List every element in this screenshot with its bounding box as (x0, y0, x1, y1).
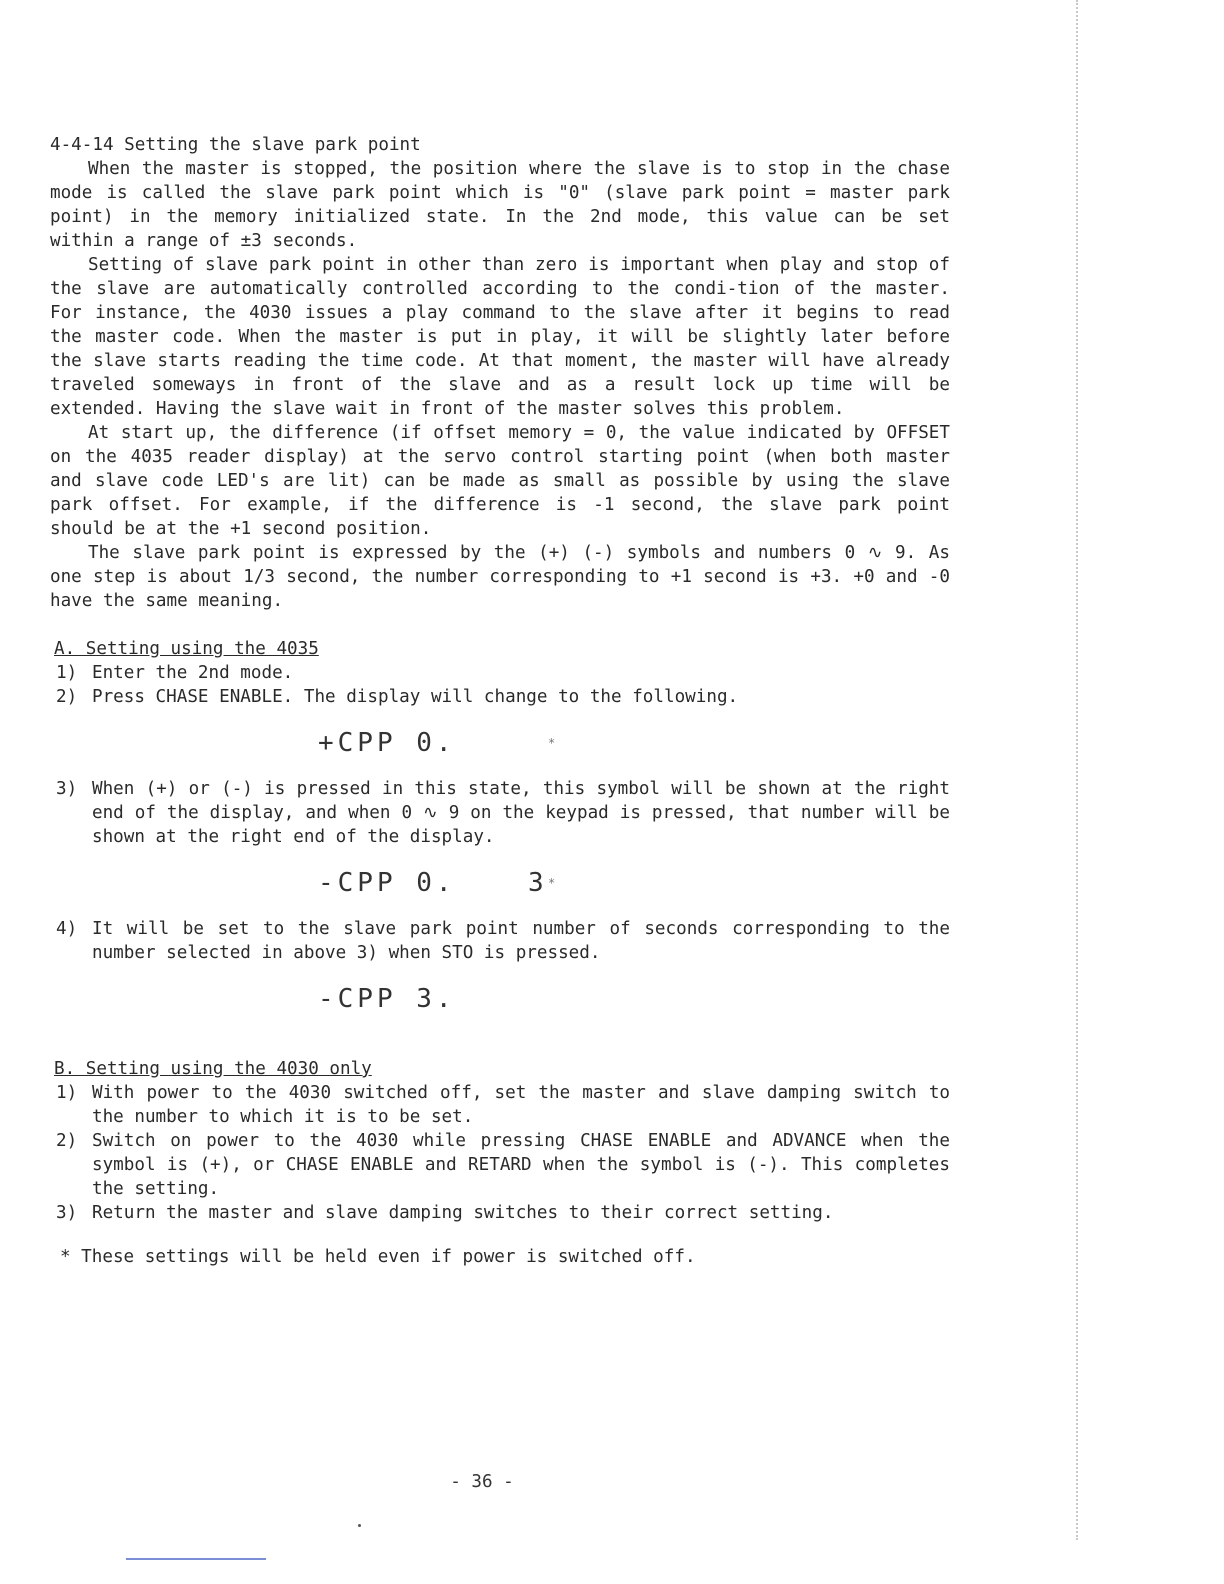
step-number: 2) (56, 1131, 78, 1151)
display-main-text: -CPP 3. (318, 984, 456, 1014)
document-page (50, 133, 950, 1269)
section-a-title: A. Setting using the 4035 (54, 639, 319, 659)
step-number: 1) (56, 1083, 78, 1103)
step-text: Switch on power to the 4030 while pressing CHASE ENABLE and ADVANCE when the symbol is (+), or CHASE ENABLE and RETARD when the symbol is (-). This completes the setting. (92, 1131, 950, 1199)
display-main-text: -CPP 0. (318, 868, 456, 898)
section-a-step-2 (50, 685, 950, 709)
page-edge-dots (1076, 0, 1078, 1540)
display-main-text: +CPP 0. (318, 728, 456, 758)
paragraph-2: Setting of slave park point in other than zero is important when play and stop of the slave are automatically controlled according to the condi-tion of the master. For instance, the 4030 issues a play command to the slave after it begins to read the master code. When the master is put in play, it will be slightly later before the slave starts reading the time code. At that moment, the master will have already traveled someways in front of the slave and as a result lock up time will be extended. Having the slave wait in front of the master solves this problem. (50, 255, 950, 419)
scan-speck (358, 1524, 361, 1527)
section-a-step-1 (50, 661, 950, 685)
paragraph-4: The slave park point is expressed by the (+) (-) symbols and numbers 0 ∿ 9. As one step is about 1/3 second, the number corresponding to +1 second is +3. +0 and -0 have the same meaning. (50, 543, 950, 611)
step-number: 2) (56, 687, 78, 707)
section-a-step-4 (50, 917, 950, 965)
step-text: With power to the 4030 switched off, set the master and slave damping switch to the number to which it is to be set. (92, 1083, 950, 1127)
paragraph-3: At start up, the difference (if offset memory = 0, the value indicated by OFFSET on the 4035 reader display) at the servo control starting point (when both master and slave code LED's are lit) can be made as small as possible by using the slave park offset. For example, if the difference is -1 second, the slave park point should be at the +1 second position. (50, 423, 950, 539)
section-b-step-1 (50, 1081, 950, 1129)
step-number: 4) (56, 919, 78, 939)
display-readout-3 (50, 969, 950, 1029)
section-b-step-2 (50, 1129, 950, 1201)
page-number: - 36 - (450, 1472, 514, 1492)
display-readout-1 (50, 713, 950, 773)
section-heading: 4-4-14 Setting the slave park point (50, 135, 421, 155)
display-right-digit: 3 (528, 868, 548, 898)
display-mark: * (548, 736, 560, 750)
step-text: Press CHASE ENABLE. The display will change to the following. (92, 687, 739, 707)
step-text: Enter the 2nd mode. (92, 663, 294, 683)
display-mark: * (548, 876, 560, 890)
paragraph-1: When the master is stopped, the position where the slave is to stop in the chase mode is called the slave park point which is "0" (slave park point = master park point) in the memory initialized state. In the 2nd mode, this value can be set within a range of ±3 seconds. (50, 159, 950, 251)
section-b-title: B. Setting using the 4030 only (54, 1059, 372, 1079)
step-text: It will be set to the slave park point number of seconds corresponding to the number selected in above 3) when STO is pressed. (92, 919, 950, 963)
step-number: 1) (56, 663, 78, 683)
section-b-step-3 (50, 1201, 950, 1225)
footnote: * These settings will be held even if power is switched off. (60, 1247, 696, 1267)
step-number: 3) (56, 1203, 78, 1223)
section-a-step-3 (50, 777, 950, 849)
step-text: Return the master and slave damping switches to their correct setting. (92, 1203, 834, 1223)
display-readout-2 (50, 853, 950, 913)
bottom-rule (126, 1558, 266, 1560)
step-number: 3) (56, 779, 78, 799)
step-text: When (+) or (-) is pressed in this state, this symbol will be shown at the right end of the display, and when 0 ∿ 9 on the keypad is pressed, that number will be shown at the right end of the display. (92, 779, 950, 847)
